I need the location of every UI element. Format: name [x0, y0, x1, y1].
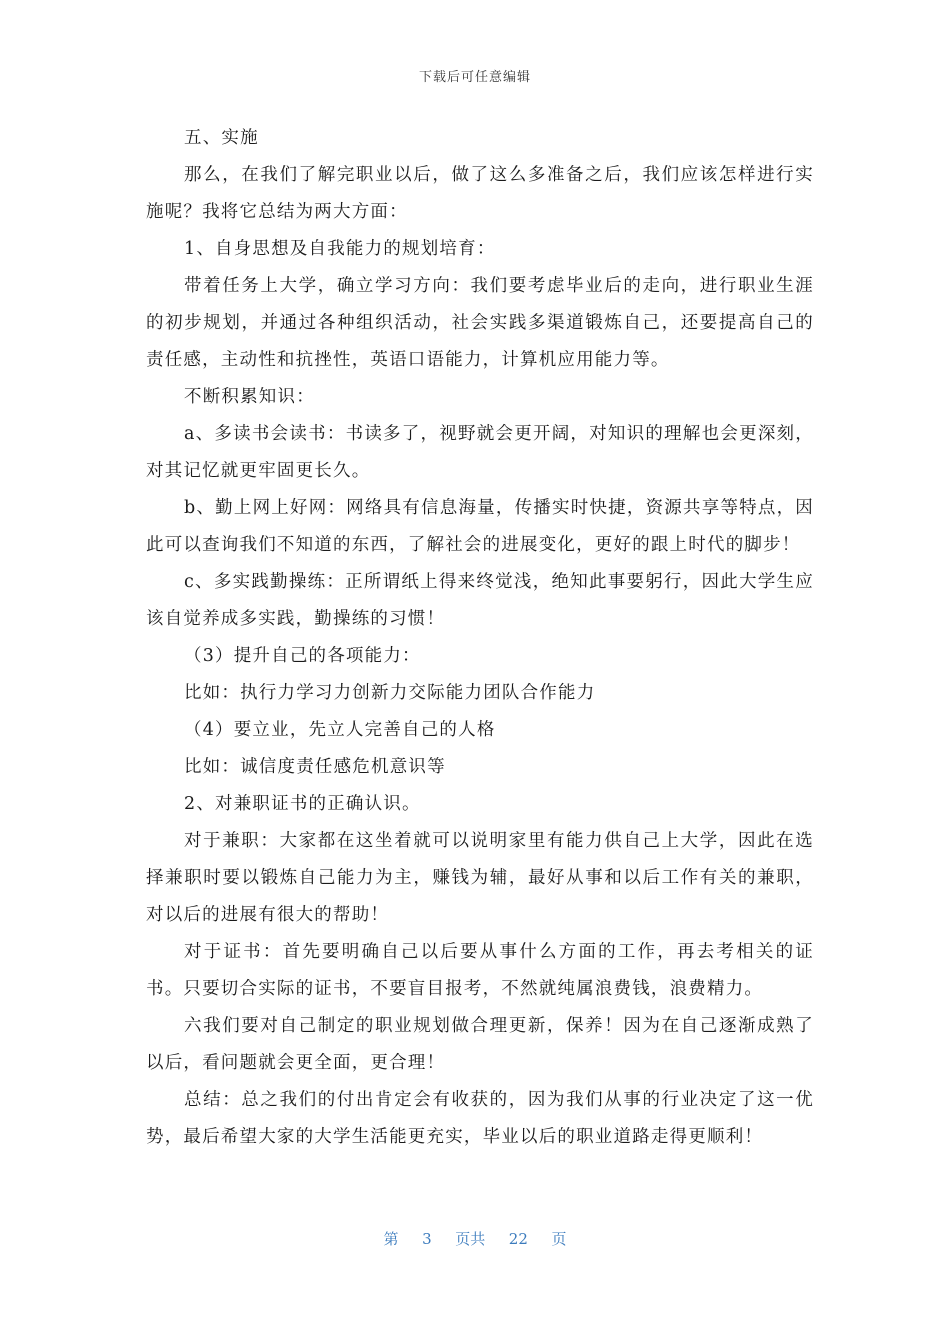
paragraph-part-time: 对于兼职：大家都在这坐着就可以说明家里有能力供自己上大学，因此在选择兼职时要以锻炼自己能力为主，赚钱为辅，最好从事和以后工作有关的兼职，对以后的进展有很大的帮助！ [146, 831, 814, 925]
footer-total-pages: 22 [508, 1230, 528, 1248]
paragraph-section-six: 六我们要对自己制定的职业规划做合理更新，保养！因为在自己逐渐成熟了以后，看问题就会更全面，更合理！ [146, 1016, 814, 1073]
paragraph-learning-direction: 带着任务上大学，确立学习方向：我们要考虑毕业后的走向，进行职业生涯的初步规划，并通过各种组织活动，社会实践多渠道锻炼自己，还要提高自己的责任感，主动性和抗挫性，英语口语能力，计算机应用能力等。 [146, 276, 814, 370]
subheading-self-planning: 1、自身思想及自我能力的规划培育： [184, 239, 496, 259]
subheading-character: （4）要立业，先立人完善自己的人格 [184, 720, 496, 740]
paragraph-item-c: c、多实践勤操练：正所谓纸上得来终觉浅，绝知此事要躬行，因此大学生应该自觉养成多实践，勤操练的习惯！ [146, 572, 814, 629]
footer-suffix: 页 [551, 1230, 567, 1248]
header-note: 下载后可任意编辑 [418, 70, 531, 85]
paragraph-summary: 总结：总之我们的付出肯定会有收获的，因为我们从事的行业决定了这一优势，最后希望大家的大学生活能更充实，毕业以后的职业道路走得更顺利！ [146, 1090, 814, 1147]
page-footer [0, 1228, 950, 1249]
footer-middle: 页共 [455, 1230, 486, 1248]
document-body [146, 120, 814, 1156]
paragraph-item-a: a、多读书会读书：书读多了，视野就会更开阔，对知识的理解也会更深刻，对其记忆就更牢固更长久。 [146, 424, 814, 481]
subheading-improve-abilities: （3）提升自己的各项能力： [184, 646, 421, 666]
paragraph-item-b: b、勤上网上好网：网络具有信息海量，传播实时快捷，资源共享等特点，因此可以查询我们不知道的东西，了解社会的进展变化，更好的跟上时代的脚步！ [146, 498, 814, 555]
footer-current-page: 3 [422, 1230, 432, 1248]
paragraph-abilities-example: 比如：执行力学习力创新力交际能力团队合作能力 [184, 683, 596, 703]
paragraph-character-example: 比如：诚信度责任感危机意识等 [184, 757, 446, 777]
paragraph-intro: 那么，在我们了解完职业以后，做了这么多准备之后，我们应该怎样进行实施呢？我将它总结为两大方面： [146, 165, 814, 222]
paragraph-certificates: 对于证书：首先要明确自己以后要从事什么方面的工作，再去考相关的证书。只要切合实际的证书，不要盲目报考，不然就纯属浪费钱，浪费精力。 [146, 942, 814, 999]
footer-prefix: 第 [383, 1230, 399, 1248]
section-heading-implementation: 五、实施 [184, 128, 259, 148]
subheading-accumulate-knowledge: 不断积累知识： [184, 387, 315, 407]
subheading-part-time-certificates: 2、对兼职证书的正确认识。 [184, 794, 421, 814]
